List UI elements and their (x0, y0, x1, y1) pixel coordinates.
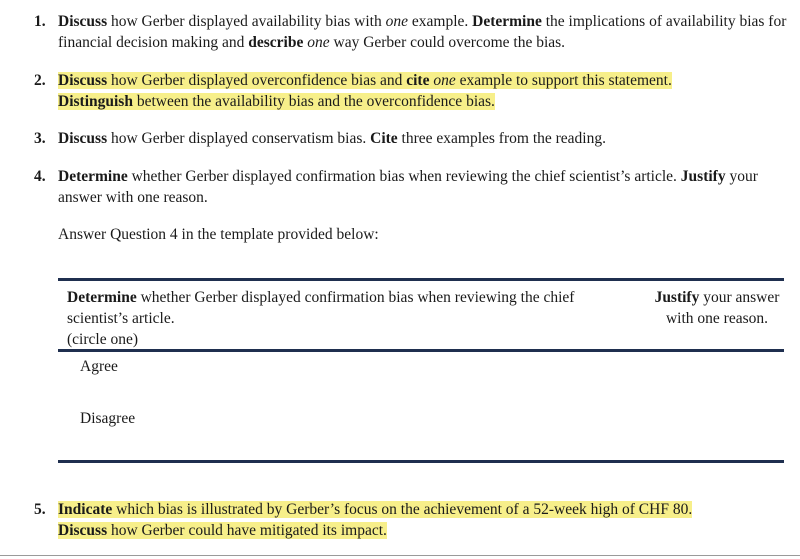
question-fragment: between the availability bias and the overconfidence bias. (132, 93, 495, 110)
question-2 (34, 70, 788, 112)
header-left-text: whether Gerber displayed confirmation bias when reviewing the chief scientist’s article. (67, 289, 575, 327)
directive-word: Indicate (58, 501, 113, 518)
question-number: 5. (34, 501, 46, 518)
directive-word: Cite (370, 130, 398, 147)
question-fragment: example. (408, 13, 473, 30)
question-5 (34, 499, 788, 541)
header-left-bold: Determine (67, 289, 137, 306)
directive-word: Discuss (58, 130, 108, 147)
question-4 (34, 166, 788, 208)
emphasis-word: one (433, 72, 456, 89)
table-header-rule (58, 349, 784, 352)
question-line (58, 168, 758, 206)
directive-word: Discuss (58, 72, 108, 89)
question-fragment: which bias is illustrated by Gerber’s focus on the achievement of a 52-week high of CHF 80. (112, 501, 693, 518)
question-3 (34, 128, 788, 149)
question-line (58, 130, 606, 147)
directive-word: Justify (680, 168, 726, 185)
question-fragment: how Gerber displayed availability bias with (107, 13, 386, 30)
question-fragment: way Gerber could overcome the bias. (329, 34, 566, 51)
template-header-determine (67, 287, 637, 350)
question-text (58, 130, 606, 147)
emphasis-word: one (307, 34, 330, 51)
question-fragment: three examples from the reading. (397, 130, 606, 147)
question-number: 3. (34, 130, 46, 147)
directive-word: Discuss (58, 522, 108, 539)
question-number: 4. (34, 168, 46, 185)
question-line (58, 72, 672, 89)
question-line (58, 501, 692, 518)
question-1 (34, 11, 788, 53)
question-text (58, 72, 672, 110)
header-right-bold: Justify (654, 289, 700, 306)
question-fragment: the implications of availability bias for financial decision making and (58, 13, 787, 51)
directive-word: Determine (58, 168, 128, 185)
template-header-justify (650, 287, 784, 329)
header-right-text: your answer with one reason. (665, 289, 780, 327)
question-line (58, 13, 786, 51)
question-fragment: your answer with one reason. (58, 168, 758, 206)
question-number: 2. (34, 72, 46, 89)
template-instruction: Answer Question 4 in the template provided below: (58, 226, 379, 243)
question-line (58, 522, 387, 539)
directive-word: cite (406, 72, 430, 89)
question-fragment: how Gerber could have mitigated its impact. (107, 522, 387, 539)
question-number: 1. (34, 13, 46, 30)
table-top-rule (58, 278, 784, 281)
directive-word: Discuss (58, 13, 108, 30)
question-text (58, 168, 758, 206)
emphasis-word: one (385, 13, 409, 30)
option-agree: Agree (80, 358, 118, 375)
question-text (58, 13, 786, 51)
question-fragment: whether Gerber displayed confirmation bias when reviewing the chief scientist’s article. (127, 168, 681, 185)
question-fragment: how Gerber displayed overconfidence bias and (107, 72, 407, 89)
directive-word: describe (248, 34, 304, 51)
directive-word: Determine (472, 13, 542, 30)
header-left-note: (circle one) (67, 331, 138, 348)
page-bottom-border (0, 555, 800, 556)
option-disagree: Disagree (80, 410, 136, 427)
question-fragment: example to support this statement. (455, 72, 672, 89)
table-bottom-rule (58, 460, 784, 463)
directive-word: Distinguish (58, 93, 133, 110)
question-text (58, 501, 692, 539)
question-fragment: how Gerber displayed conservatism bias. (107, 130, 371, 147)
question-line (58, 93, 495, 110)
